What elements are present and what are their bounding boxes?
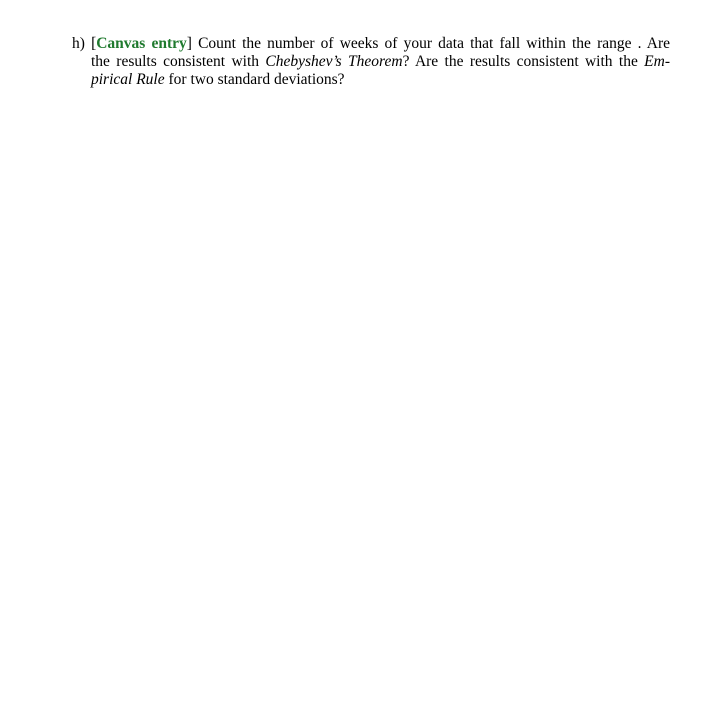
question-line-2-post: ? Are the results consistent with the [402, 53, 645, 70]
question-line-3-post: for two standard deviations? [164, 71, 345, 88]
canvas-entry-tag: Canvas entry [96, 35, 187, 52]
question-line-1 [72, 35, 670, 53]
question-label: h) [72, 35, 85, 52]
empirical-rule-term-part2: pirical Rule [91, 71, 165, 88]
bracket-close: ] [186, 35, 192, 52]
empirical-rule-term-part1: Em- [644, 53, 670, 70]
chebyshev-theorem-term: Chebyshev’s Theorem [265, 53, 403, 70]
question-h [72, 35, 670, 89]
question-line-3 [72, 71, 670, 89]
bracket-open: [ [91, 35, 97, 52]
question-line-2-pre: the results consistent with [91, 53, 266, 70]
question-line-1-text: Count the number of weeks of your data that fall within the range . Are [191, 35, 671, 52]
question-line-2 [72, 53, 670, 71]
